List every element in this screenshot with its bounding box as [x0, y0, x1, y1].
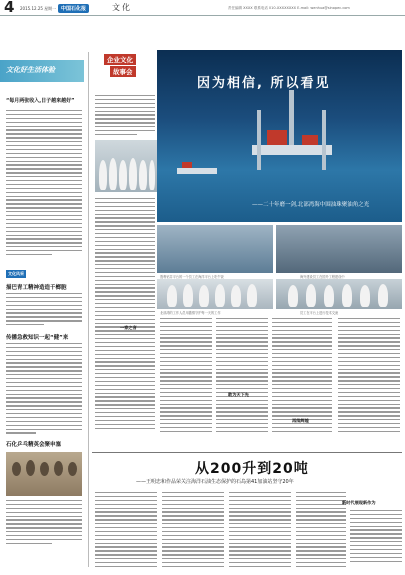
bottom-headline: 从200升到20吨: [195, 461, 309, 477]
platform-worker-photo: [157, 225, 273, 273]
subsection-tag: 文化风采: [8, 271, 24, 276]
article-column: [296, 492, 346, 570]
article-column: [229, 492, 291, 570]
photo-caption: 北部湾的工作人员用激情守护每一天的工作: [160, 311, 221, 315]
hero-headline: 因为相信, 所以看见: [197, 76, 331, 91]
left-banner-title: 文化好生活体验: [6, 66, 55, 74]
article-column: [162, 492, 224, 570]
column-heading: 再续辉煌: [292, 418, 309, 423]
article-column: [216, 318, 268, 435]
photo-caption: 员工在平台上进行技术交流: [300, 311, 339, 315]
story-body: [6, 500, 82, 547]
article-column: [350, 510, 402, 564]
story-title: 描巴青工精神造造千榔胞: [6, 285, 67, 291]
page-number: 4: [4, 0, 15, 16]
column-heading: 一家之言: [120, 325, 137, 330]
issue-date: 2015.12.25 星期一: [20, 6, 57, 11]
column-heading: 敢为天下先: [228, 392, 249, 397]
logo-line-2: 故事会: [110, 66, 136, 77]
column-heading: 新时代展现新作为: [342, 500, 376, 505]
culture-story-logo: [100, 52, 152, 88]
feature-intro: [95, 95, 155, 138]
story-body: [6, 293, 82, 328]
section-rule: [92, 452, 402, 453]
left-article-body: [6, 110, 82, 258]
table-tennis-photo: [6, 452, 82, 496]
photo-caption: 胜利钻井平台的一个员工在海洋平台上吃午饭: [160, 275, 224, 279]
left-banner: [0, 60, 84, 82]
left-headline: “每月两张收入,日子越来越好”: [6, 98, 75, 104]
story-body: [6, 343, 82, 436]
section-title: 文化: [112, 3, 132, 12]
editor-info: 责任编辑 XXXX 联系电话 010-XXXXXXXX E-mail: wenhua@sinopec.com: [228, 6, 350, 10]
article-column: [95, 492, 157, 570]
bottom-subheadline: ——王明忠和作品荣关注海洋石油生态保护的石岛第41加油站坚守20年: [136, 479, 294, 485]
oil-platform-photo: [157, 50, 402, 222]
story-title: 传播急救知识一起“健”来: [6, 335, 69, 341]
feature-body: [95, 198, 155, 431]
hero-subheadline: ——二十年磨一剑,北部湾海中围油珠聚油角之光: [252, 202, 370, 208]
article-column: [160, 318, 212, 435]
photo-caption: 海外建设员工在国外工程建设中: [300, 275, 345, 279]
group-photo: [276, 279, 402, 309]
story-title: 石化乒乓精英会聚申塞: [6, 442, 62, 448]
logo-line-1: 企业文化: [104, 54, 136, 65]
page-header: [0, 0, 405, 16]
column-divider: [88, 52, 89, 567]
team-photo: [95, 140, 157, 192]
masthead-logo: 中国石化报: [58, 4, 89, 13]
group-photo: [157, 279, 273, 309]
article-column: [338, 318, 400, 435]
construction-photo: [276, 225, 402, 273]
